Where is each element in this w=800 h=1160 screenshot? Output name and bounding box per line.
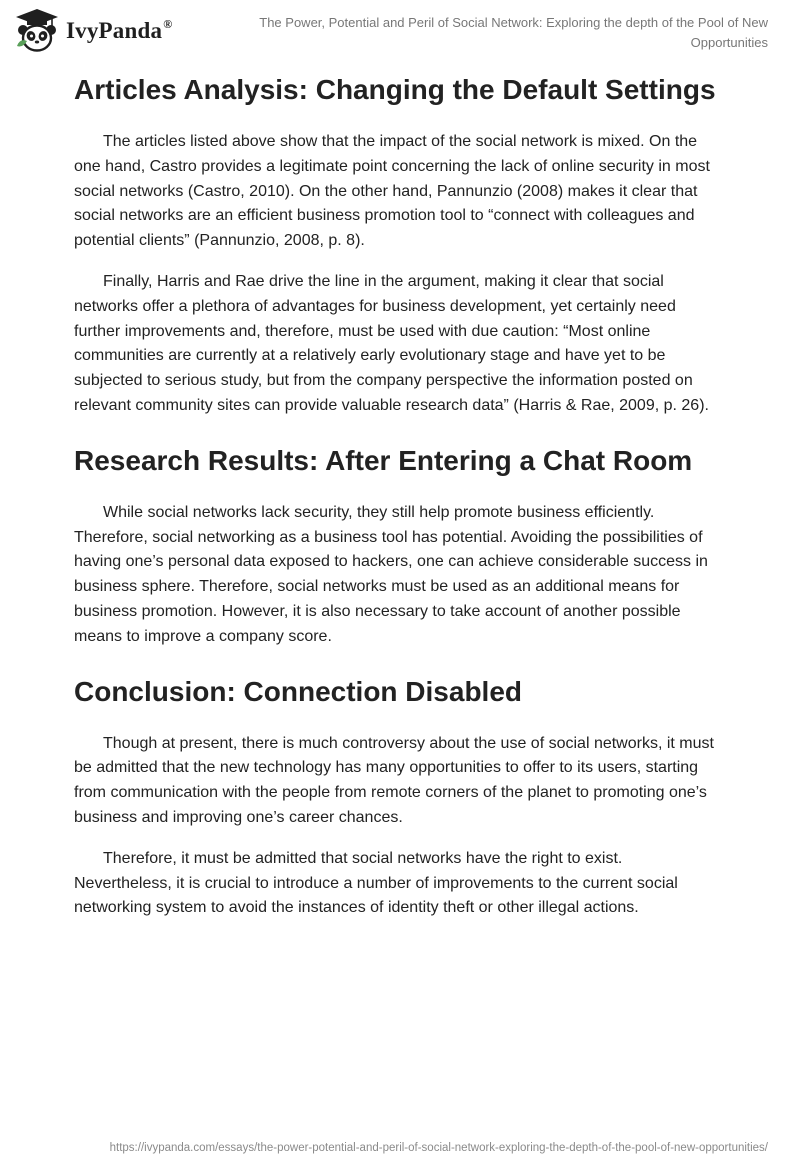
section-heading: Articles Analysis: Changing the Default Settings bbox=[74, 74, 716, 105]
panda-graduate-icon bbox=[14, 8, 60, 52]
source-url-link[interactable]: https://ivypanda.com/essays/the-power-potential-and-peril-of-social-network-exploring-the-depth-of-the-pool-of-new-opportunities/ bbox=[109, 1142, 768, 1154]
paragraph: Finally, Harris and Rae drive the line in the argument, making it clear that social networks offer a plethora of advantages for business development, yet certainly need further improvements and, therefore, must be used with due caution: “Most online communities are currently at a relatively early evolutionary stage and have yet to be subjected to serious study, but from the company perspective the information posted on relevant community sites can provide valuable research data” (Harris & Rae, 2009, p. 26). bbox=[74, 272, 709, 414]
logo-wordmark: IvyPanda® bbox=[66, 16, 173, 43]
paragraph: The articles listed above show that the impact of the social network is mixed. On the one hand, Castro provides a legitimate point concerning the lack of online security in most social networks (Castro, 2010). On the other hand, Pannunzio (2008) makes it clear that social networks are an efficient business promotion tool to “connect with colleagues and potential clients” (Pannunzio, 2008, p. 8). bbox=[74, 133, 710, 250]
document-title-line-2: Opportunities bbox=[690, 35, 768, 50]
document-title-line-1: The Power, Potential and Peril of Social Network: Exploring the depth of the Pool of New bbox=[259, 15, 768, 30]
paragraph: Though at present, there is much controversy about the use of social networks, it must be admitted that the new technology has many opportunities to offer to its users, starting from communication with the people from remote corners of the planet to promoting one’s business and improving one’s career chances. bbox=[74, 734, 714, 826]
paragraph: While social networks lack security, they still help promote business efficiently. Therefore, social networking as a business tool has potential. Avoiding the possibilities of having one’s personal data exposed to hackers, one can achieve considerable success in business sphere. Therefore, social networks must be used as an additional means for business promotion. However, it is also necessary to take account of another possible means to improve a company score. bbox=[74, 503, 708, 645]
document-title bbox=[248, 13, 768, 53]
section-heading: Research Results: After Entering a Chat Room bbox=[74, 444, 693, 476]
page-header bbox=[0, 0, 800, 62]
section-heading: Conclusion: Connection Disabled bbox=[74, 675, 523, 707]
ivypanda-logo[interactable] bbox=[14, 8, 172, 52]
essay-content bbox=[74, 70, 724, 921]
paragraph: Therefore, it must be admitted that social networks have the right to exist. Nevertheless, it is crucial to introduce a number of improvements to the current social networking system to avoid the instances of identity theft or other illegal actions. bbox=[74, 849, 678, 917]
